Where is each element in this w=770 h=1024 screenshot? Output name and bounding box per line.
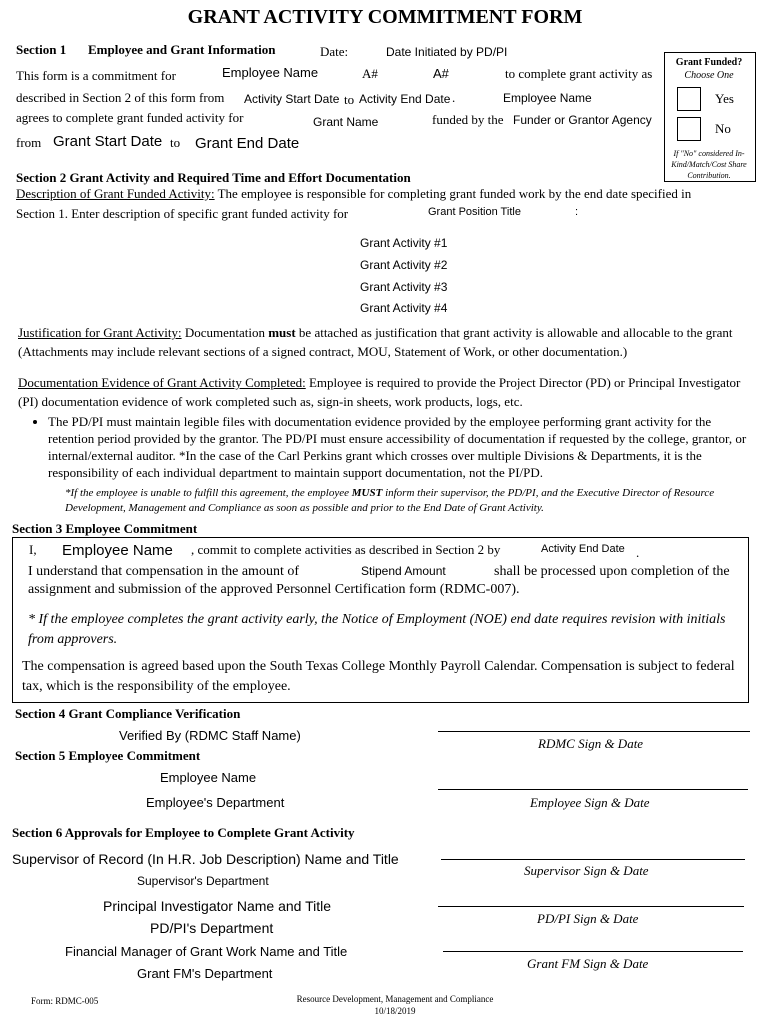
justification-must: must	[268, 325, 296, 340]
justification-label: Justification for Grant Activity:	[18, 325, 182, 340]
funder-field[interactable]: Funder or Grantor Agency	[513, 113, 652, 127]
fm-signature-line[interactable]	[443, 951, 743, 952]
pi-sign-label: PD/PI Sign & Date	[537, 911, 639, 926]
justification-text-b: be attached as justification that grant activity is allowable and allocable to the grant (Attachments may include relevant sections of a signed contract, MOU, Statement of Work, or other documentation.)	[18, 325, 733, 359]
grant-activity-3-field[interactable]: Grant Activity #3	[360, 280, 448, 294]
footer-date: 10/18/2019	[374, 1006, 416, 1016]
employee-department-field[interactable]: Employee's Department	[146, 795, 285, 810]
early-completion-note: * If the employee completes the grant activity early, the Notice of Employment (NOE) end date requires revision with initials from approvers.	[28, 612, 726, 647]
section5-heading: Section 5 Employee Commitment	[15, 748, 201, 763]
assignment-text: assignment and submission of the approved Personnel Certification form (RDMC-007).	[28, 582, 520, 597]
evidence-text: Employee is required to provide the Project Director (PD) or Principal Investigator (PI) documentation evidence of work completed such as, sign-in sheets, work products, logs, etc.	[18, 375, 741, 409]
payroll-text: The compensation is agreed based upon the South Texas College Monthly Payroll Calendar. Compensation is subject to federal tax, which is the responsibility of the employee.	[22, 659, 735, 694]
period-text: .	[452, 90, 456, 105]
activity-start-date-field[interactable]: Activity Start Date	[244, 92, 340, 106]
grant-activity-4-field[interactable]: Grant Activity #4	[360, 301, 448, 315]
description-line	[16, 186, 691, 202]
note-text-a: *If the employee is unable to fulfill this agreement, the employee	[65, 487, 352, 499]
yes-checkbox[interactable]	[677, 87, 701, 111]
section1-number: Section 1	[16, 42, 67, 57]
commitment-text: This form is a commitment for	[16, 68, 176, 83]
commit-text: , commit to complete activities as described in Section 2 by	[191, 542, 501, 557]
grant-position-title-field[interactable]: Grant Position Title	[428, 206, 521, 218]
evidence-paragraph	[18, 373, 753, 411]
bullet-list	[20, 413, 750, 481]
financial-manager-field[interactable]: Financial Manager of Grant Work Name and Title	[65, 944, 348, 959]
to-text: to	[344, 92, 355, 107]
employee-name-field-2[interactable]: Employee Name	[503, 91, 592, 105]
stipend-amount-field[interactable]: Stipend Amount	[361, 564, 446, 578]
section1-heading: Employee and Grant Information	[88, 42, 276, 57]
employee-signature-line[interactable]	[438, 789, 748, 790]
description-line-2: Section 1. Enter description of specific grant funded activity for	[16, 206, 349, 221]
employee-name-field[interactable]: Employee Name	[222, 65, 319, 80]
rdmc-sign-label: RDMC Sign & Date	[538, 736, 644, 751]
pi-signature-line[interactable]	[438, 906, 744, 907]
i-text: I,	[29, 542, 37, 557]
evidence-label: Documentation Evidence of Grant Activity Completed:	[18, 375, 306, 390]
section6-heading: Section 6 Approvals for Employee to Complete Grant Activity	[12, 825, 355, 840]
compensation-text: I understand that compensation in the amount of	[28, 564, 299, 579]
a-number-field[interactable]: A#	[433, 66, 449, 81]
fm-department-field[interactable]: Grant FM's Department	[137, 966, 273, 981]
principal-investigator-field[interactable]: Principal Investigator Name and Title	[103, 898, 331, 914]
activity-end-date-field[interactable]: Activity End Date	[359, 92, 451, 106]
described-text: described in Section 2 of this form from	[16, 90, 225, 105]
no-checkbox[interactable]	[677, 117, 701, 141]
rdmc-signature-line[interactable]	[438, 731, 750, 732]
grant-activity-1-field[interactable]: Grant Activity #1	[360, 236, 448, 250]
section3-period: .	[636, 545, 640, 560]
grant-end-date-field[interactable]: Grant End Date	[195, 135, 300, 152]
grant-start-date-field[interactable]: Grant Start Date	[53, 133, 163, 150]
section5-employee-name-field[interactable]: Employee Name	[160, 770, 257, 785]
processed-text: shall be processed upon completion of the	[494, 564, 730, 579]
section3-heading: Section 3 Employee Commitment	[12, 521, 198, 536]
supervisor-sign-label: Supervisor Sign & Date	[524, 863, 649, 878]
section3-activity-end-field[interactable]: Activity End Date	[541, 543, 625, 555]
employee-sign-label: Employee Sign & Date	[530, 795, 650, 810]
grant-funded-title: Grant Funded?	[675, 57, 743, 68]
colon-text: :	[575, 206, 579, 218]
section3-employee-name-field[interactable]: Employee Name	[62, 542, 173, 559]
complete-activity-text: to complete grant activity as	[505, 66, 653, 81]
yes-label: Yes	[715, 91, 734, 106]
section2-heading: Section 2 Grant Activity and Required Time and Effort Documentation	[16, 170, 411, 185]
grant-name-field[interactable]: Grant Name	[313, 115, 379, 129]
to-text-2: to	[170, 135, 181, 150]
description-label: Description of Grant Funded Activity:	[16, 186, 215, 201]
agrees-text: agrees to complete grant funded activity for	[16, 110, 244, 125]
from-text: from	[16, 135, 42, 150]
a-number-label: A#	[362, 66, 378, 81]
description-text: The employee is responsible for completing grant funded work by the end date specified in	[214, 186, 692, 201]
no-label: No	[715, 121, 731, 136]
justification-text-a: Documentation	[181, 325, 269, 340]
funded-by-text: funded by the	[432, 112, 504, 127]
supervisor-department-field[interactable]: Supervisor's Department	[137, 874, 269, 888]
supervisor-field[interactable]: Supervisor of Record (In H.R. Job Description) Name and Title	[12, 851, 399, 867]
date-initiated-field[interactable]: Date Initiated by PD/PI	[386, 45, 508, 59]
justification-paragraph	[18, 323, 753, 361]
unable-note	[65, 486, 745, 516]
choose-one-text: Choose One	[684, 70, 734, 81]
form-number: Form: RDMC-005	[31, 996, 99, 1006]
fm-sign-label: Grant FM Sign & Date	[527, 956, 649, 971]
in-kind-note: If "No" considered In-Kind/Match/Cost Share Contribution.	[671, 149, 747, 180]
form-title: GRANT ACTIVITY COMMITMENT FORM	[187, 6, 583, 28]
bullet-item: • The PD/PI must maintain legible files with documentation evidence provided by the employee performing grant activity for the retention period provided by the grantor. The PD/PI must ensure accessibility of documentation if requested by the college, grantor, or internal/external auditor. *In the case of the Carl Perkins grant which crosses over multiple Divisions & Departments, it is the responsibility of each individual department to maintain support documentation, not the PI/PD.	[48, 413, 750, 481]
pi-department-field[interactable]: PD/PI's Department	[150, 920, 274, 936]
grant-activity-2-field[interactable]: Grant Activity #2	[360, 258, 448, 272]
note-must: MUST	[351, 487, 383, 499]
note-text-b: inform their supervisor, the PD/PI, and the Executive Director of Resource Development, Management and Compliance as soon as possible and prior to the End Date of Grant Activity.	[65, 487, 715, 514]
verified-by-field[interactable]: Verified By (RDMC Staff Name)	[119, 728, 301, 743]
supervisor-signature-line[interactable]	[441, 859, 745, 860]
section4-heading: Section 4 Grant Compliance Verification	[15, 706, 241, 721]
footer-office: Resource Development, Management and Compliance	[296, 994, 494, 1004]
date-label: Date:	[320, 44, 349, 59]
